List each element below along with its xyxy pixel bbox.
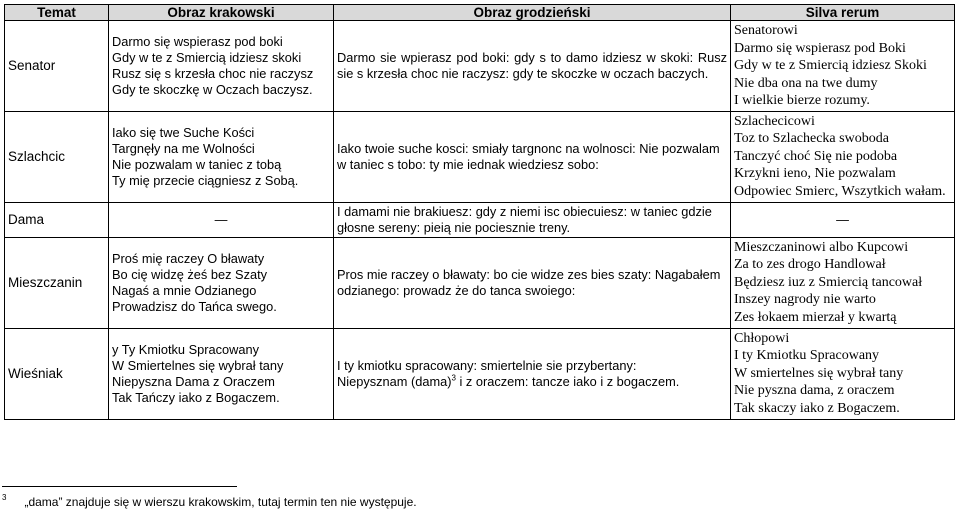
text-line: Chłopowi: [734, 330, 790, 346]
text-line: Prowadzisz do Tańca swego.: [112, 298, 277, 314]
text-line: Nie pyszna dama, z oraczem: [734, 383, 895, 399]
text-line: Zes łokaem mierzał y kwartą: [734, 309, 897, 325]
text-block: Darmo sie wpierasz pod boki: gdy s to damo idziesz w skoki: Rusz sie s krzesła choc nie raczysz: gdy te skoczke w oczach baczych.: [337, 49, 727, 81]
text-line: Senatorowi: [734, 23, 798, 38]
krakowski-wiesniak: [109, 328, 334, 419]
text-block: Iako twoie suche kosci: smiały targnonc na wolnosci: Nie pozwalam w taniec s tobo: ty mie iednak wiedziesz sobo:: [337, 140, 720, 172]
text-line: [337, 374, 727, 390]
dash-placeholder: —: [836, 211, 849, 227]
footnote-text: „dama” znajduje się w wierszu krakowskim, tutaj termin ten nie występuje.: [24, 495, 417, 509]
grodzienski-senator: [334, 21, 731, 112]
text-line: Darmo się wspierasz pod Boki: [734, 40, 906, 56]
text-line: Iako się twe Suche Kości: [112, 124, 255, 140]
text-fragment: i z oraczem: tancze iako i z bogaczem.: [455, 373, 680, 389]
topic-senator: Senator: [5, 21, 109, 112]
text-block: Pros mie raczey o bławaty: bo cie widze zes bies szaty: Nagabałem odzianego: prowadz że do tanca swoiego:: [337, 266, 721, 298]
header-row: [5, 5, 955, 21]
text-line: Gdy w te z Smiercią idziesz skoki: [112, 49, 302, 65]
text-line: Darmo się wspierasz pod boki: [112, 33, 283, 49]
krakowski-mieszczanin: [109, 237, 334, 328]
table-row: [5, 202, 955, 237]
text-line: y Ty Kmiotku Spracowany: [112, 341, 259, 357]
krakowski-szlachcic: [109, 111, 334, 202]
text-line: Proś mię raczey O bławaty: [112, 250, 265, 266]
text-line: I wielkie bierze rozumy.: [734, 93, 870, 108]
text-line: I ty kmiotku spracowany: smiertelnie sie przybertany:: [337, 357, 637, 373]
text-line: W smiertelnes się wybrał tany: [734, 365, 904, 381]
footnote-ref: 3: [451, 373, 456, 383]
text-line: Nagaś a mnie Odzianego: [112, 282, 257, 298]
text-fragment: Niepysznam (dama): [337, 373, 452, 389]
text-line: Mieszczaninowi albo Kupcowi: [734, 239, 909, 255]
text-line: Nie dba ona na twe dumy: [734, 75, 878, 91]
krakowski-senator: [109, 21, 334, 112]
text-line: Nie pozwalam w taniec z tobą: [112, 156, 282, 172]
grodzienski-mieszczanin: [334, 237, 731, 328]
text-line: Krzykni ieno, Nie pozwalam: [734, 166, 896, 182]
text-line: Rusz się s krzesła choc nie raczysz: [112, 65, 314, 81]
table-row: [5, 328, 955, 419]
text-line: Odpowiec Smierc, Wszytkich wałam.: [734, 183, 946, 199]
silva-mieszczanin: [731, 237, 955, 328]
silva-dama: [731, 202, 955, 237]
text-line: Inszey nagrody nie warto: [734, 292, 876, 308]
text-line: Szlachecicowi: [734, 113, 815, 129]
text-line: I ty Kmiotku Spracowany: [734, 348, 880, 364]
header-silva: Silva rerum: [731, 5, 955, 21]
text-line: W Smiertelnes się wybrał tany: [112, 357, 284, 373]
text-line: Niepyszna Dama z Oraczem: [112, 373, 275, 389]
comparison-table: [4, 4, 955, 420]
comparison-page: [4, 4, 954, 420]
krakowski-dama: [109, 202, 334, 237]
text-line: Targnęły na me Wolności: [112, 140, 255, 156]
dash-placeholder: —: [214, 211, 228, 227]
text-line: Tanczyć choć Się nie podoba: [734, 148, 898, 164]
text-line: Gdy te skoczkę w Oczach baczysz.: [112, 81, 313, 97]
topic-dama: Dama: [5, 202, 109, 237]
grodzienski-wiesniak: [334, 328, 731, 419]
table-row: [5, 111, 955, 202]
text-line: Za to zes drogo Handlował: [734, 257, 886, 273]
table-row: [5, 237, 955, 328]
text-line: Gdy w te z Smiercią idziesz Skoki: [734, 58, 927, 73]
text-line: Tak skaczy iako z Bogaczem.: [734, 400, 900, 416]
text-line: Będziesz iuz z Smiercią tancował: [734, 274, 923, 290]
footnote-separator: [2, 486, 237, 487]
topic-wiesniak: Wieśniak: [5, 328, 109, 419]
header-krakowski: Obraz krakowski: [109, 5, 334, 21]
topic-mieszczanin: Mieszczanin: [5, 237, 109, 328]
footnote: [2, 495, 417, 509]
grodzienski-szlachcic: [334, 111, 731, 202]
topic-szlachcic: Szlachcic: [5, 111, 109, 202]
text-block: I damami nie brakiuesz: gdy z niemi isc obiecuiesz: w taniec gdzie głosne sereny: pieią nie pociesznie treny.: [337, 203, 712, 235]
header-temat: Temat: [5, 5, 109, 21]
text-line: Toz to Szlachecka swoboda: [734, 131, 889, 147]
footnote-number: 3: [2, 493, 7, 502]
table-row: [5, 21, 955, 112]
header-grodzienski: Obraz grodzieński: [334, 5, 731, 21]
silva-wiesniak: [731, 328, 955, 419]
text-line: Bo cię widzę żeś bez Szaty: [112, 266, 268, 282]
text-line: Ty mię przecie ciągniesz z Sobą.: [112, 172, 299, 188]
grodzienski-dama: [334, 202, 731, 237]
silva-senator: [731, 21, 955, 112]
text-line: Tak Tańczy iako z Bogaczem.: [112, 389, 280, 405]
silva-szlachcic: [731, 111, 955, 202]
